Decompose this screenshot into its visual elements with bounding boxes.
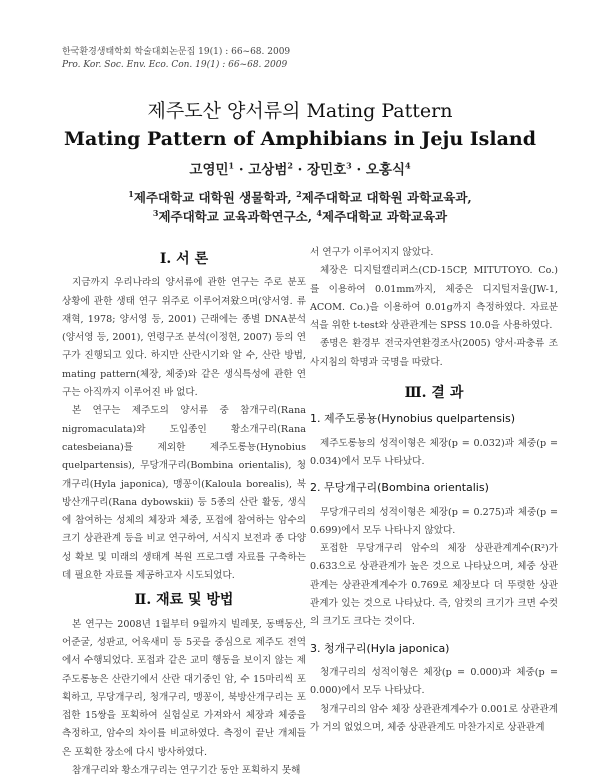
subsection-1-paragraph: 제주도롱뇽의 성적이형은 체장(p = 0.032)과 체중(p = 0.034)에서 모두 나타났다. [310,437,558,467]
measurement-paragraph: 체장은 디지털캘리퍼스(CD-15CP, MITUTOYO. Co.)를 이용하여 0.01mm까지, 체중은 디지털저울(JW-1, ACOM. Co.)을 이용하여 0.01g까지 측정하였다. 자료분석을 위한 t-test와 상관관계는 SPSS 10.0을 사용하였다. [310,265,558,332]
intro-paragraph-1: 지금까지 우리나라의 양서류에 관한 연구는 주로 분포 상황에 관한 생태 연구 위주로 이루어져왔으며(양서영. 류재혁, 1978; 양서영 등, 2001) 근래에는 종별 DNA분석(양서영 등, 2001), 연령구조 분석(이정현, 2007) 등의 연구가 진행되고 있다. 하지만 산란시기와 알 수, 산란 방법, mating pattern(체장, 체중)와 같은 생식특성에 관한 연구는 아직까지 이루어진 바 없다. [62,277,306,399]
author-name: 고영민 [189,162,229,178]
title-english: Mating Pattern of Amphibians in Jeju Island [63,128,537,150]
section-heading-results: Ⅲ. 결 과 [404,385,464,402]
journal-citation-ko: 한국환경생태학회 학술대회논문집 19(1) : 66~68. 2009 [62,47,291,57]
affiliation: 제주대학교 교육과학연구소, [158,209,313,224]
affiliation-line [0,188,600,207]
methods-continued: 서 연구가 이루어지지 않았다. [310,247,434,258]
journal-header [62,46,290,72]
author-sup: 2 [287,160,293,171]
affiliations [0,188,600,226]
author-sep: · [238,162,244,178]
author-name: 장민호 [307,162,347,178]
affil-sup: 3 [152,207,159,218]
affiliation-line [0,207,600,226]
subsection-title-2: 2. 무당개구리(Bombina orientalis) [310,481,489,495]
intro-paragraph-2: 본 연구는 제주도의 양서류 중 참개구리(Rana nigromaculata)와 도입종인 황소개구리(Rana catesbeiana)를 제외한 제주도롱뇽(Hynobius quelpartensis), 무당개구리(Bombina orientalis), 청개구리(Hyla japonica), 맹꽁이(Kaloula borealis), 북방산개구리(Rana dybowskii) 등 5종의 산란 활동, 생식에 참여하는 성체의 체장과 체중, 포접에 참여하는 암수의 크기 상관관계 등을 비교 연구하여, 서식지 보전과 종 다양성 확보 및 미래의 생태계 복원 프로그램 자료를 구축하는데 필요한 자료를 제공하고자 시도되었다. [62,405,306,582]
subsection-2-paragraph-2: 포접한 무당개구리 암수의 체장 상관관계계수(R²)가 0.633으로 상관관계가 높은 것으로 나타났으며, 체중 상관관계는 상관관계계수가 0.769로 체장보다 더 뚜렷한 상관관계가 있는 것으로 나타났다. 즉, 암컷의 크기가 크면 수컷의 크기도 크다는 것이다. [310,543,558,628]
title-korean: 제주도산 양서류의 Mating Pattern [147,100,453,122]
section-heading-methods: Ⅱ. 재료 및 방법 [134,592,234,609]
author-sep: · [297,162,303,178]
subsection-2-paragraph-1: 무당개구리의 성적이형은 체장(p = 0.275)과 체중(p = 0.699)에서 모두 나타나지 않았다. [310,506,558,536]
affiliation: 제주대학교 과학교육과 [322,209,448,224]
author-sup: 4 [404,160,411,171]
methods-paragraph-1: 본 연구는 2008년 1월부터 9월까지 빌레못, 동백동산, 어준굴, 성판교, 어욱새미 등 5곳을 중심으로 제주도 전역에서 수행되었다. 포접과 같은 교미 행동을 보이지 않는 제주도롱뇽은 산란기에서 산란 대기중인 암, 수 15마리씩 포획하고, 무당개구리, 청개구리, 맹꽁이, 북방산개구리는 포접한 15쌍을 포획하여 실험실로 가져와서 체장과 체중을 측정하고, 암수의 차이를 비교하였다. 측정이 끝난 개체들은 포획한 장소에 다시 방사하였다. [62,618,306,758]
author-name: 오홍식 [365,162,405,178]
affil-sup: 2 [296,188,302,199]
subsection-title-3: 3. 청개구리(Hyla japonica) [310,641,450,655]
author-sup: 3 [346,160,352,171]
subsection-title-1: 1. 제주도롱뇽(Hynobius quelpartensis) [310,412,516,426]
methods-paragraph-2: 참개구리와 황소개구리는 연구기간 동안 포획하지 못해 [72,765,301,777]
section-heading-introduction: Ⅰ. 서 론 [159,251,209,267]
affiliation: 제주대학교 대학원 과학교육과, [301,190,472,205]
affil-sup: 4 [316,207,322,218]
author-list [0,158,600,178]
author-sup: 1 [228,160,235,171]
subsection-3-paragraph-2: 청개구리의 암수 체장 상관관계계수가 0.001로 상관관계가 거의 없었으며, 체중 상관관계도 마찬가지로 상관관계 [310,703,558,733]
affiliation: 제주대학교 대학원 생물학과, [133,190,292,205]
left-column [62,244,306,780]
nomenclature-paragraph: 종명은 환경부 전국자연환경조사(2005) 양서·파충류 조사지침의 학명과 국명을 따랐다. [310,338,558,368]
right-column [310,244,558,737]
subsection-3-paragraph-1: 청개구리의 성적이형은 체장(p = 0.000)과 체중(p = 0.000)에서 모두 나타났다. [310,666,558,697]
affil-sup: 1 [128,188,134,199]
author-name: 고상범 [248,162,288,178]
author-sep: · [356,162,362,178]
journal-citation-en: Pro. Kor. Soc. Env. Eco. Con. 19(1) : 66~68. 2009 [62,60,288,70]
